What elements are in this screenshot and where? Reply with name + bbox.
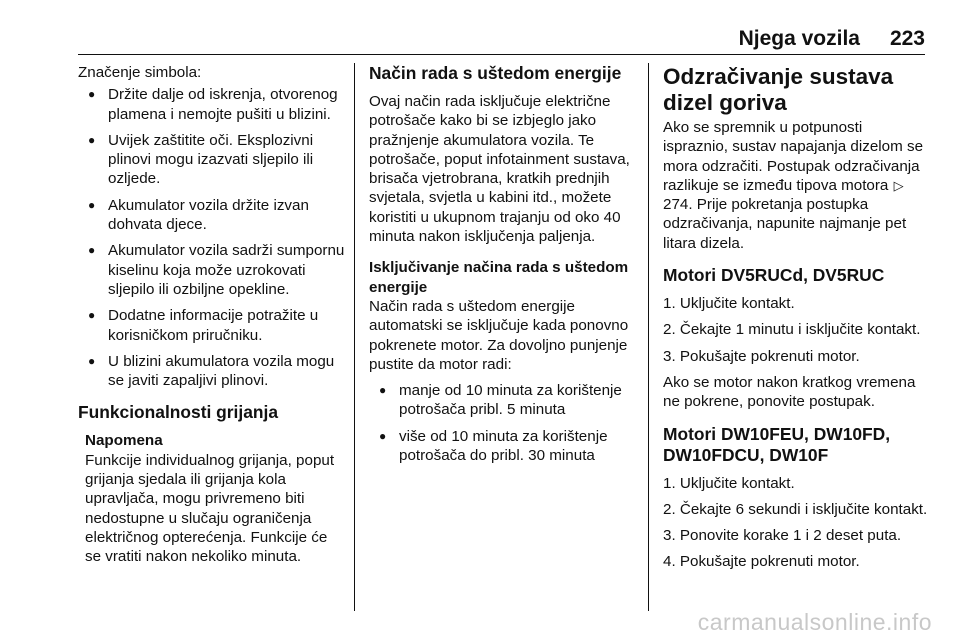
list-item: ● Uvijek zaštitite oči. Eksplozivni plinovi mogu izazvati sljepilo ili ozljede. [78, 131, 346, 189]
list-item: ● više od 10 minuta za korištenje potrošača do pribl. 30 minuta [369, 427, 635, 466]
symbols-list [78, 85, 346, 390]
diesel-text-end: . Prije pokretanja postupka odzračivanja, napunite najmanje pet litara dizela. [663, 196, 907, 252]
symbols-intro: Značenje simbola: [78, 64, 202, 81]
step-item: 2. Čekajte 1 minutu i isključite kontakt. [663, 321, 921, 339]
column-divider-2 [648, 63, 649, 611]
header-rule [78, 54, 925, 55]
engines-dw10-heading: Motori DW10FEU, DW10FD, DW10FDCU, DW10F [663, 423, 891, 465]
list-item: ● Akumulator vozila sadrži sumpornu kiselinu koja može uzrokovati sljepilo ili ozbiljne opekline. [78, 241, 346, 299]
column-1 [78, 63, 346, 642]
diesel-text-start: Ako se spremnik u potpunosti ispraznio, sustav napajanja dizelom se mora odzračiti. Postupak odzračivanja razlikuje se između tipova motora [663, 119, 924, 194]
list-item: ● Držite dalje od iskrenja, otvorenog plamena i nemojte pušiti u blizini. [78, 85, 346, 124]
column-divider-1 [354, 63, 355, 611]
watermark: carmanualsonline.info [697, 609, 932, 635]
step-item: 1. Uključite kontakt. [663, 295, 795, 313]
list-item: ● Dodatne informacije potražite u korisničkom priručniku. [78, 306, 346, 345]
diesel-bleeding-text [663, 118, 928, 253]
note-block [78, 431, 346, 566]
step-item: 3. Ponovite korake 1 i 2 deset puta. [663, 527, 902, 545]
list-item: ● manje od 10 minuta za korištenje potrošača pribl. 5 minuta [369, 381, 635, 420]
retry-note: Ako se motor nakon kratkog vremena ne pokrene, ponovite postupak. [663, 373, 916, 411]
page-header [0, 0, 960, 56]
page-reference-icon: ▷ [893, 177, 904, 193]
step-item: 1. Uključite kontakt. [663, 474, 795, 492]
column-3 [663, 63, 928, 642]
energy-saving-heading: Način rada s uštedom energije [369, 63, 622, 83]
engines-dv5-heading: Motori DV5RUCd, DV5RUC [663, 265, 885, 286]
charging-list [369, 381, 635, 465]
step-item: 2. Čekajte 6 sekundi i isključite kontakt. [663, 500, 928, 518]
note-text: Funkcije individualnog grijanja, poput grijanja sjedala ili grijanja kola upravljača, mogu privremeno biti nedostupne u slučaju ograničenja električnog opterećenja. Funkcije će se vratiti nakon nekoliko minuta. [85, 451, 335, 566]
note-label: Napomena [85, 432, 163, 450]
list-item: ● Akumulator vozila držite izvan dohvata djece. [78, 196, 346, 235]
column-2 [369, 63, 635, 642]
page-number: 223 [889, 27, 925, 50]
page-title: Njega vozila [738, 27, 860, 50]
page-reference-link[interactable]: 274 [663, 196, 689, 214]
list-item: ● U blizini akumulatora vozila mogu se javiti zapaljivi plinovi. [78, 352, 346, 391]
energy-saving-subheading: Isključivanje načina rada s uštedom energije [369, 259, 629, 296]
diesel-bleeding-heading: Odzračivanje sustava dizel goriva [663, 64, 894, 115]
energy-saving-text-2: Način rada s uštedom energije automatski se isključuje kada ponovno pokrenete motor. Za dovoljno punjenje pustite da motor radi: [369, 297, 629, 373]
heating-heading: Funkcionalnosti grijanja [78, 402, 279, 423]
step-item: 4. Pokušajte pokrenuti motor. [663, 553, 860, 571]
step-item: 3. Pokušajte pokrenuti motor. [663, 347, 860, 365]
energy-saving-text: Ovaj način rada isključuje električne potrošače kako bi se izbjeglo jako pražnjenje akumulatora vozila. Te potrošače, poput infotainment sustava, brisača vjetrobrana, kratkih prednjih svjetala, svjetla u kabini itd., možete koristiti u ukupnom trajanju od oko 40 minuta nakon isključenja paljenja. [369, 93, 630, 246]
